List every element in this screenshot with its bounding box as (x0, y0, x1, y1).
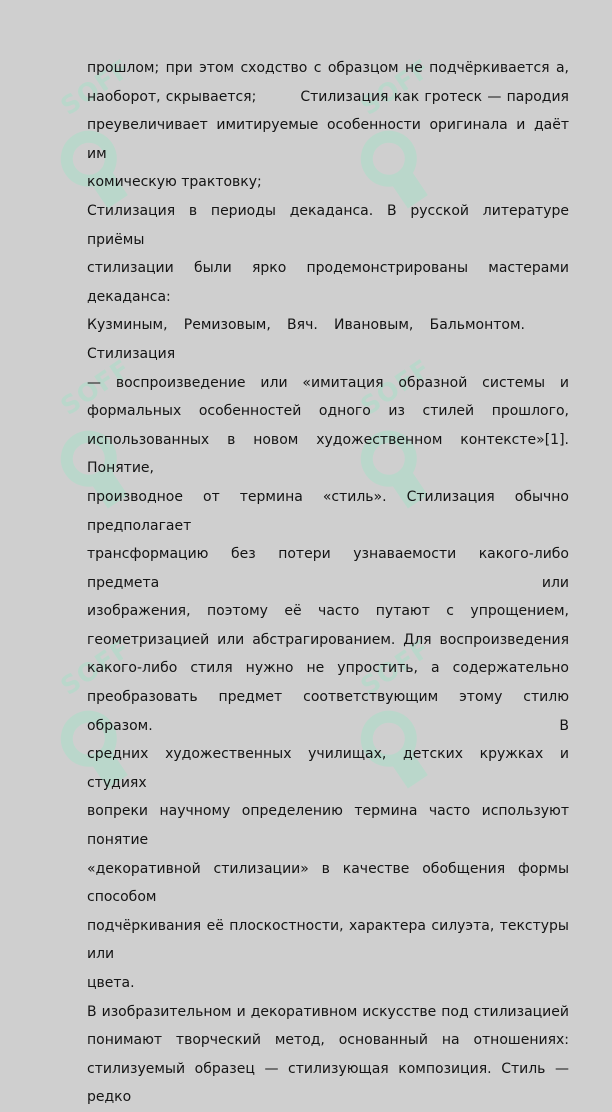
text-line: преобразовать предмет соответствующим этому стилю образом. В (87, 689, 569, 734)
text-line: трансформацию без потери узнаваемости какого-либо предмета или (87, 546, 569, 591)
text-line: Стилизация в периоды декаданса. В русской литературе приёмы (87, 202, 569, 248)
text-line: комическую трактовку; (87, 174, 262, 191)
document-body (87, 54, 569, 1112)
text-line: вопреки научному определению термина часто используют понятие (87, 803, 569, 849)
document-text (87, 54, 569, 1112)
text-line: какого-либо стиля нужно не упростить, а содержательно (87, 660, 569, 677)
text-line: формальных особенностей одного из стилей прошлого, (87, 403, 569, 420)
text-line: В изобразительном и декоративном искусстве под стилизацией (87, 1003, 569, 1020)
text-line: — воспроизведение или «имитация образной системы и (87, 374, 569, 391)
watermark-text: SOFF (355, 633, 436, 701)
text-line: понимают творческий метод, основанный на отношениях: (87, 1032, 569, 1049)
text-line: прошлом; при этом сходство с образцом не подчёркивается а, (87, 60, 569, 76)
text-line: производное от термина «стиль». Стилизация обычно предполагает (87, 488, 569, 534)
text-line: средних художественных училищах, детских кружках и студиях (87, 746, 569, 791)
watermark-text: SOFF (355, 53, 436, 121)
text-line: стилизуемый образец — стилизующая композиция. Стиль — редко (87, 1060, 569, 1106)
watermark-text: SOFF (55, 353, 136, 421)
text-line: Кузминым, Ремизовым, Вяч. Ивановым, Бальмонтом.Стилизация (87, 317, 525, 362)
text-line: подчёркивания её плоскостности, характера силуэта, текстуры или (87, 917, 569, 963)
text-line: геометризацией или абстрагированием. Для воспроизведения (87, 631, 569, 648)
text-line: стилизации были ярко продемонстрированы мастерами декаданса: (87, 260, 569, 305)
text-line: использованных в новом художественном контексте»[1]. Понятие, (87, 431, 569, 477)
text-line: цвета. (87, 975, 135, 991)
watermark-text: SOFF (55, 633, 136, 701)
watermark-text: SOFF (55, 53, 136, 121)
text-line: «декоративной стилизации» в качестве обобщения формы способом (87, 860, 569, 906)
text-line: наоборот, скрывается; Стилизация как гротеск — пародия (87, 88, 569, 105)
watermark-text: SOFF (355, 353, 436, 421)
text-line: изображения, поэтому её часто путают с упрощением, (87, 603, 569, 620)
text-line: преувеличивает имитируемые особенности оригинала и даёт им (87, 117, 569, 162)
